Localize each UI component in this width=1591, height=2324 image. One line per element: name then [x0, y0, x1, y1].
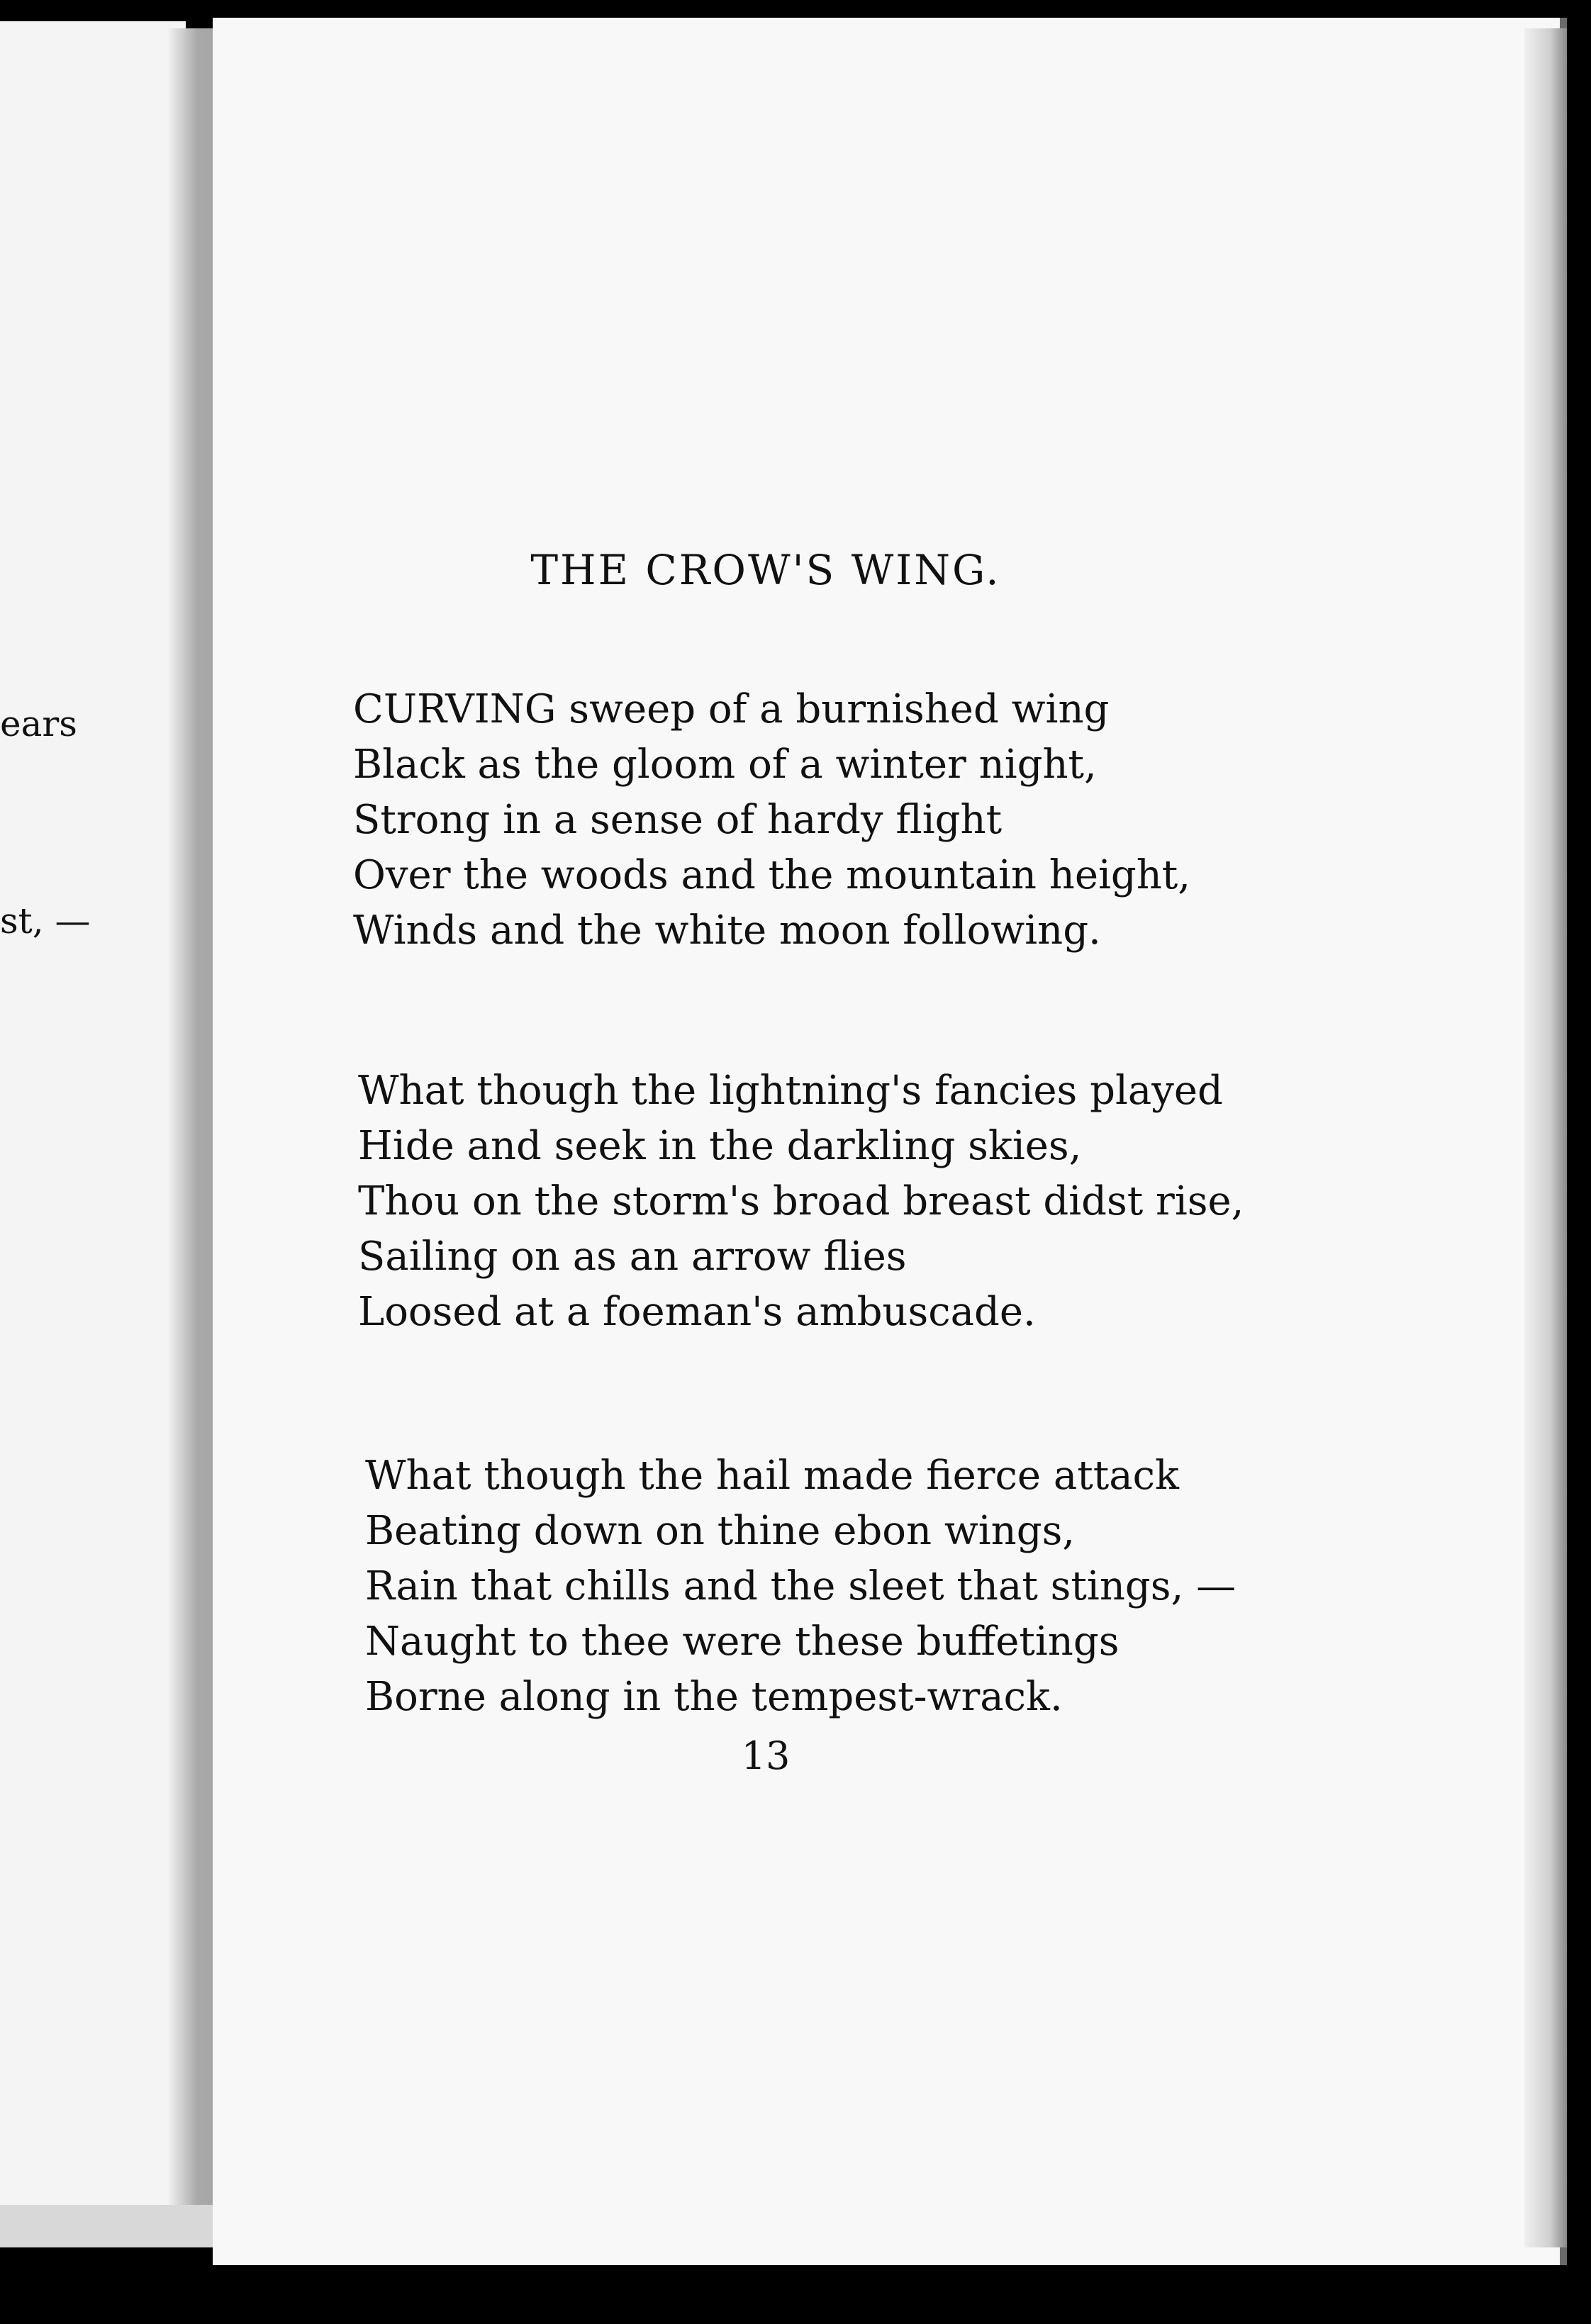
stanza-2 [358, 1063, 1244, 1340]
poem-line: Hide and seek in the darkling skies, [358, 1123, 1082, 1169]
poem-line: What though the lightning's fancies played [358, 1068, 1223, 1114]
poem-line: Rain that chills and the sleet that stings, — [365, 1563, 1236, 1609]
stanza-3 [365, 1448, 1236, 1725]
page-number: 13 [741, 1733, 791, 1778]
poem-line: CURVING sweep of a burnished wing [353, 686, 1110, 732]
poem-line: Sailing on as an arrow flies [358, 1234, 907, 1280]
poem-line: Strong in a sense of hardy flight [353, 797, 1003, 843]
poem-line: Borne along in the tempest-wrack. [365, 1674, 1063, 1720]
stanza-1 [353, 682, 1190, 959]
poem-line: Winds and the white moon following. [353, 907, 1101, 954]
poem-line: What though the hail made fierce attack [365, 1453, 1179, 1499]
poem-line: Loosed at a foeman's ambuscade. [358, 1289, 1036, 1335]
page-edge [1524, 28, 1567, 2247]
facing-page [0, 21, 186, 2226]
poem-line: Black as the gloom of a winter night, [353, 742, 1097, 788]
poem-line: Thou on the storm's broad breast didst rise, [358, 1178, 1244, 1224]
facing-page-text: ears [0, 703, 77, 744]
poem-line: Beating down on thine ebon wings, [365, 1508, 1076, 1554]
poem-title: THE CROW'S WING. [530, 546, 1001, 594]
poem-line: Naught to thee were these buffetings [365, 1619, 1120, 1665]
facing-page-text: st, — [0, 900, 91, 942]
poem-line: Over the woods and the mountain height, [353, 852, 1191, 898]
